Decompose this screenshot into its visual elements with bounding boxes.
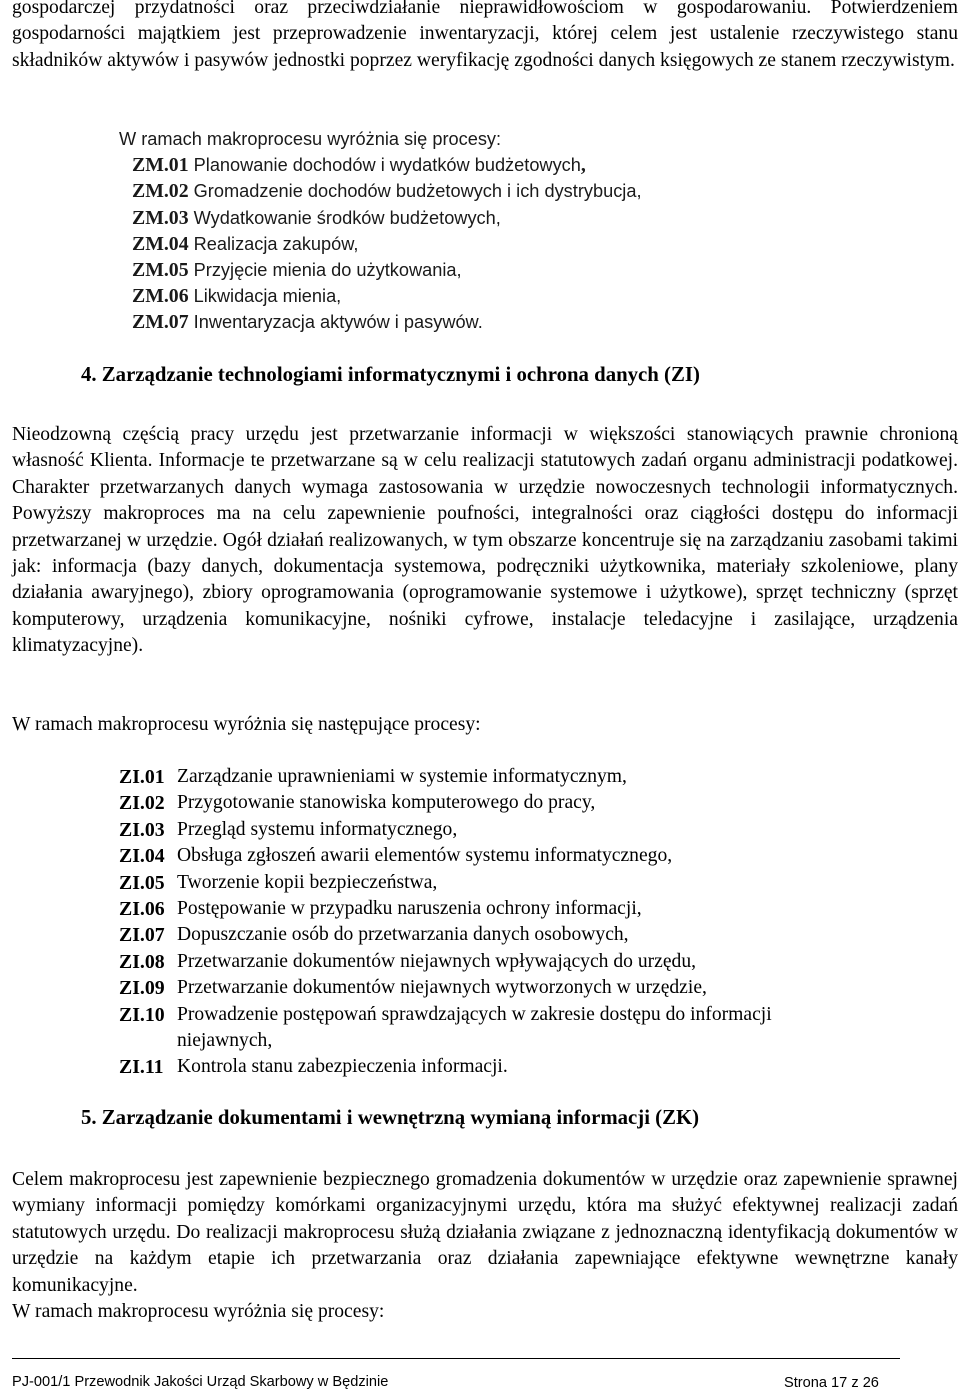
process-title: Dopuszczanie osób do przetwarzania danych osobowych, (177, 924, 629, 946)
process-title: Obsługa zgłoszeń awarii elementów systemu informatycznego, (177, 845, 673, 867)
zi-process-item (119, 922, 839, 948)
process-code: ZI.09 (119, 977, 165, 1000)
section-5-paragraph: Celem makroprocesu jest zapewnienie bezpiecznego gromadzenia dokumentów w urzędzie oraz zapewnienie sprawnej wymiany informacji pomiędzy komórkami organizacyjnymi urzędu, która ma służyć efektywnej realizacji zadań statutowych urzędu. Do realizacji makroprocesu służą działania związane z jednoznaczną identyfikacją dokumentów w urzędzie na każdym etapie ich przetwarzania oraz działania zapewniające efektywne wewnętrzne kanały komunikacyjne. (12, 1169, 958, 1296)
zi-process-item (119, 817, 839, 843)
zm-process-block (119, 126, 919, 336)
zm-process-item (132, 257, 919, 283)
process-title: Inwentaryzacja aktywów i pasywów. (188, 312, 483, 333)
process-title: Postępowanie w przypadku naruszenia ochrony informacji, (177, 898, 642, 920)
zm-process-item (132, 152, 919, 178)
process-title: Tworzenie kopii bezpieczeństwa, (177, 871, 438, 893)
process-title: Przygotowanie stanowiska komputerowego do pracy, (177, 792, 596, 814)
zi-process-item (119, 843, 839, 869)
process-code: ZM.05 (132, 259, 189, 282)
section-4-heading: 4. Zarządzanie technologiami informatycznymi i ochrona danych (ZI) (81, 363, 700, 386)
zm-process-list (132, 152, 919, 335)
section-4-paragraph: Nieodzowną częścią pracy urzędu jest przetwarzanie informacji w większości stanowiących prawnie chronioną własność Klienta. Informacje te przetwarzane są w celu realizacji statutowych zadań organu administracji podatkowej. Charakter przetwarzanych danych wymaga zastosowania w urzędzie nowoczesnych technologii informatycznych. Powyższy makroproces ma na celu zapewnienie poufności, integralności oraz ciągłości dostępu do informacji przetwarzanej w urzędzie. Ogół działań realizowanych, w tym obszarze koncentruje się na zarządzaniu zasobami takimi jak: informacja (bazy danych, dokumentacja systemowa, podręczniki użytkownika, materiały szkoleniowe, plany działania awaryjnego), zbiory oprogramowania (oprogramowanie systemowe i użytkowe), sprzęt techniczny (sprzęt komputerowy, urządzenia komunikacyjne, nośniki cyfrowe, instalacje teledacyjne i zasilające, urządzenia klimatyzacyjne). (12, 424, 958, 657)
zm-process-item (132, 309, 919, 335)
zm-process-item (132, 231, 919, 257)
process-code: ZI.08 (119, 950, 165, 973)
zi-process-item (119, 790, 839, 816)
process-code: ZM.06 (132, 285, 189, 308)
process-title: Przetwarzanie dokumentów niejawnych wpływających do urzędu, (177, 950, 697, 972)
process-code: ZI.03 (119, 818, 165, 841)
process-title: Kontrola stanu zabezpieczenia informacji. (177, 1056, 508, 1078)
process-title: Przetwarzanie dokumentów niejawnych wytworzonych w urzędzie, (177, 977, 707, 999)
process-code: ZI.11 (119, 1056, 164, 1079)
process-code: ZI.05 (119, 871, 165, 894)
footer-divider (12, 1358, 900, 1359)
footer-page-number: Strona 17 z 26 (784, 1375, 879, 1391)
process-title: Gromadzenie dochodów budżetowych i ich dystrybucja, (188, 181, 642, 202)
process-code: ZM.02 (132, 180, 189, 203)
zi-process-item (119, 949, 839, 975)
zm-process-item (132, 178, 919, 204)
zi-process-item (119, 896, 839, 922)
intro-paragraph: gospodarczej przydatności oraz przeciwdziałanie nieprawidłowościom w gospodarowaniu. Potwierdzeniem gospodarności majątkiem jest przeprowadzenie inwentaryzacji, której celem jest ustalenie rzeczywistego stanu składników aktywów i pasywów jednostki poprzez weryfikację zgodności danych księgowych ze stanem rzeczywistym. (12, 0, 958, 71)
section-5-processes-intro: W ramach makroprocesu wyróżnia się procesy: (12, 1301, 385, 1322)
process-title: Przegląd systemu informatycznego, (177, 818, 458, 840)
process-code: ZI.02 (119, 792, 165, 815)
process-title-tail: , (580, 154, 586, 177)
process-code: ZM.03 (132, 206, 189, 229)
process-code: ZI.01 (119, 766, 165, 788)
process-title: Przyjęcie mienia do użytkowania, (188, 260, 462, 281)
process-code: ZM.01 (132, 154, 189, 177)
zm-process-item (132, 205, 919, 231)
process-code: ZI.06 (119, 898, 165, 921)
process-title: Wydatkowanie środków budżetowych, (188, 207, 501, 228)
section-4-processes-intro: W ramach makroprocesu wyróżnia się następujące procesy: (12, 714, 481, 735)
zi-process-list (119, 764, 839, 1081)
process-title: Zarządzanie uprawnieniami w systemie informatycznym, (177, 766, 627, 787)
process-code: ZI.10 (119, 1003, 165, 1026)
process-code: ZM.04 (132, 232, 189, 255)
zm-processes-intro: W ramach makroprocesu wyróżnia się procesy: (119, 129, 502, 149)
zi-process-item (119, 870, 839, 896)
footer-document-reference: PJ-001/1 Przewodnik Jakości Urząd Skarbowy w Będzinie (12, 1374, 389, 1390)
process-code: ZI.07 (119, 924, 165, 947)
process-title: Realizacja zakupów, (188, 233, 359, 254)
process-title: Prowadzenie postępowań sprawdzających w zakresie dostępu do informacji niejawnych, (177, 1003, 772, 1052)
section-5-heading: 5. Zarządzanie dokumentami i wewnętrzną wymianą informacji (ZK) (81, 1106, 700, 1129)
process-code: ZM.07 (132, 311, 189, 334)
process-title: Planowanie dochodów i wydatków budżetowych (188, 155, 581, 176)
zi-process-item (119, 1002, 839, 1055)
process-title: Likwidacja mienia, (188, 286, 342, 307)
zi-process-item (119, 764, 839, 790)
process-code: ZI.04 (119, 845, 165, 868)
zi-process-item (119, 975, 839, 1001)
zm-process-item (132, 283, 919, 309)
zi-process-item (119, 1054, 839, 1080)
